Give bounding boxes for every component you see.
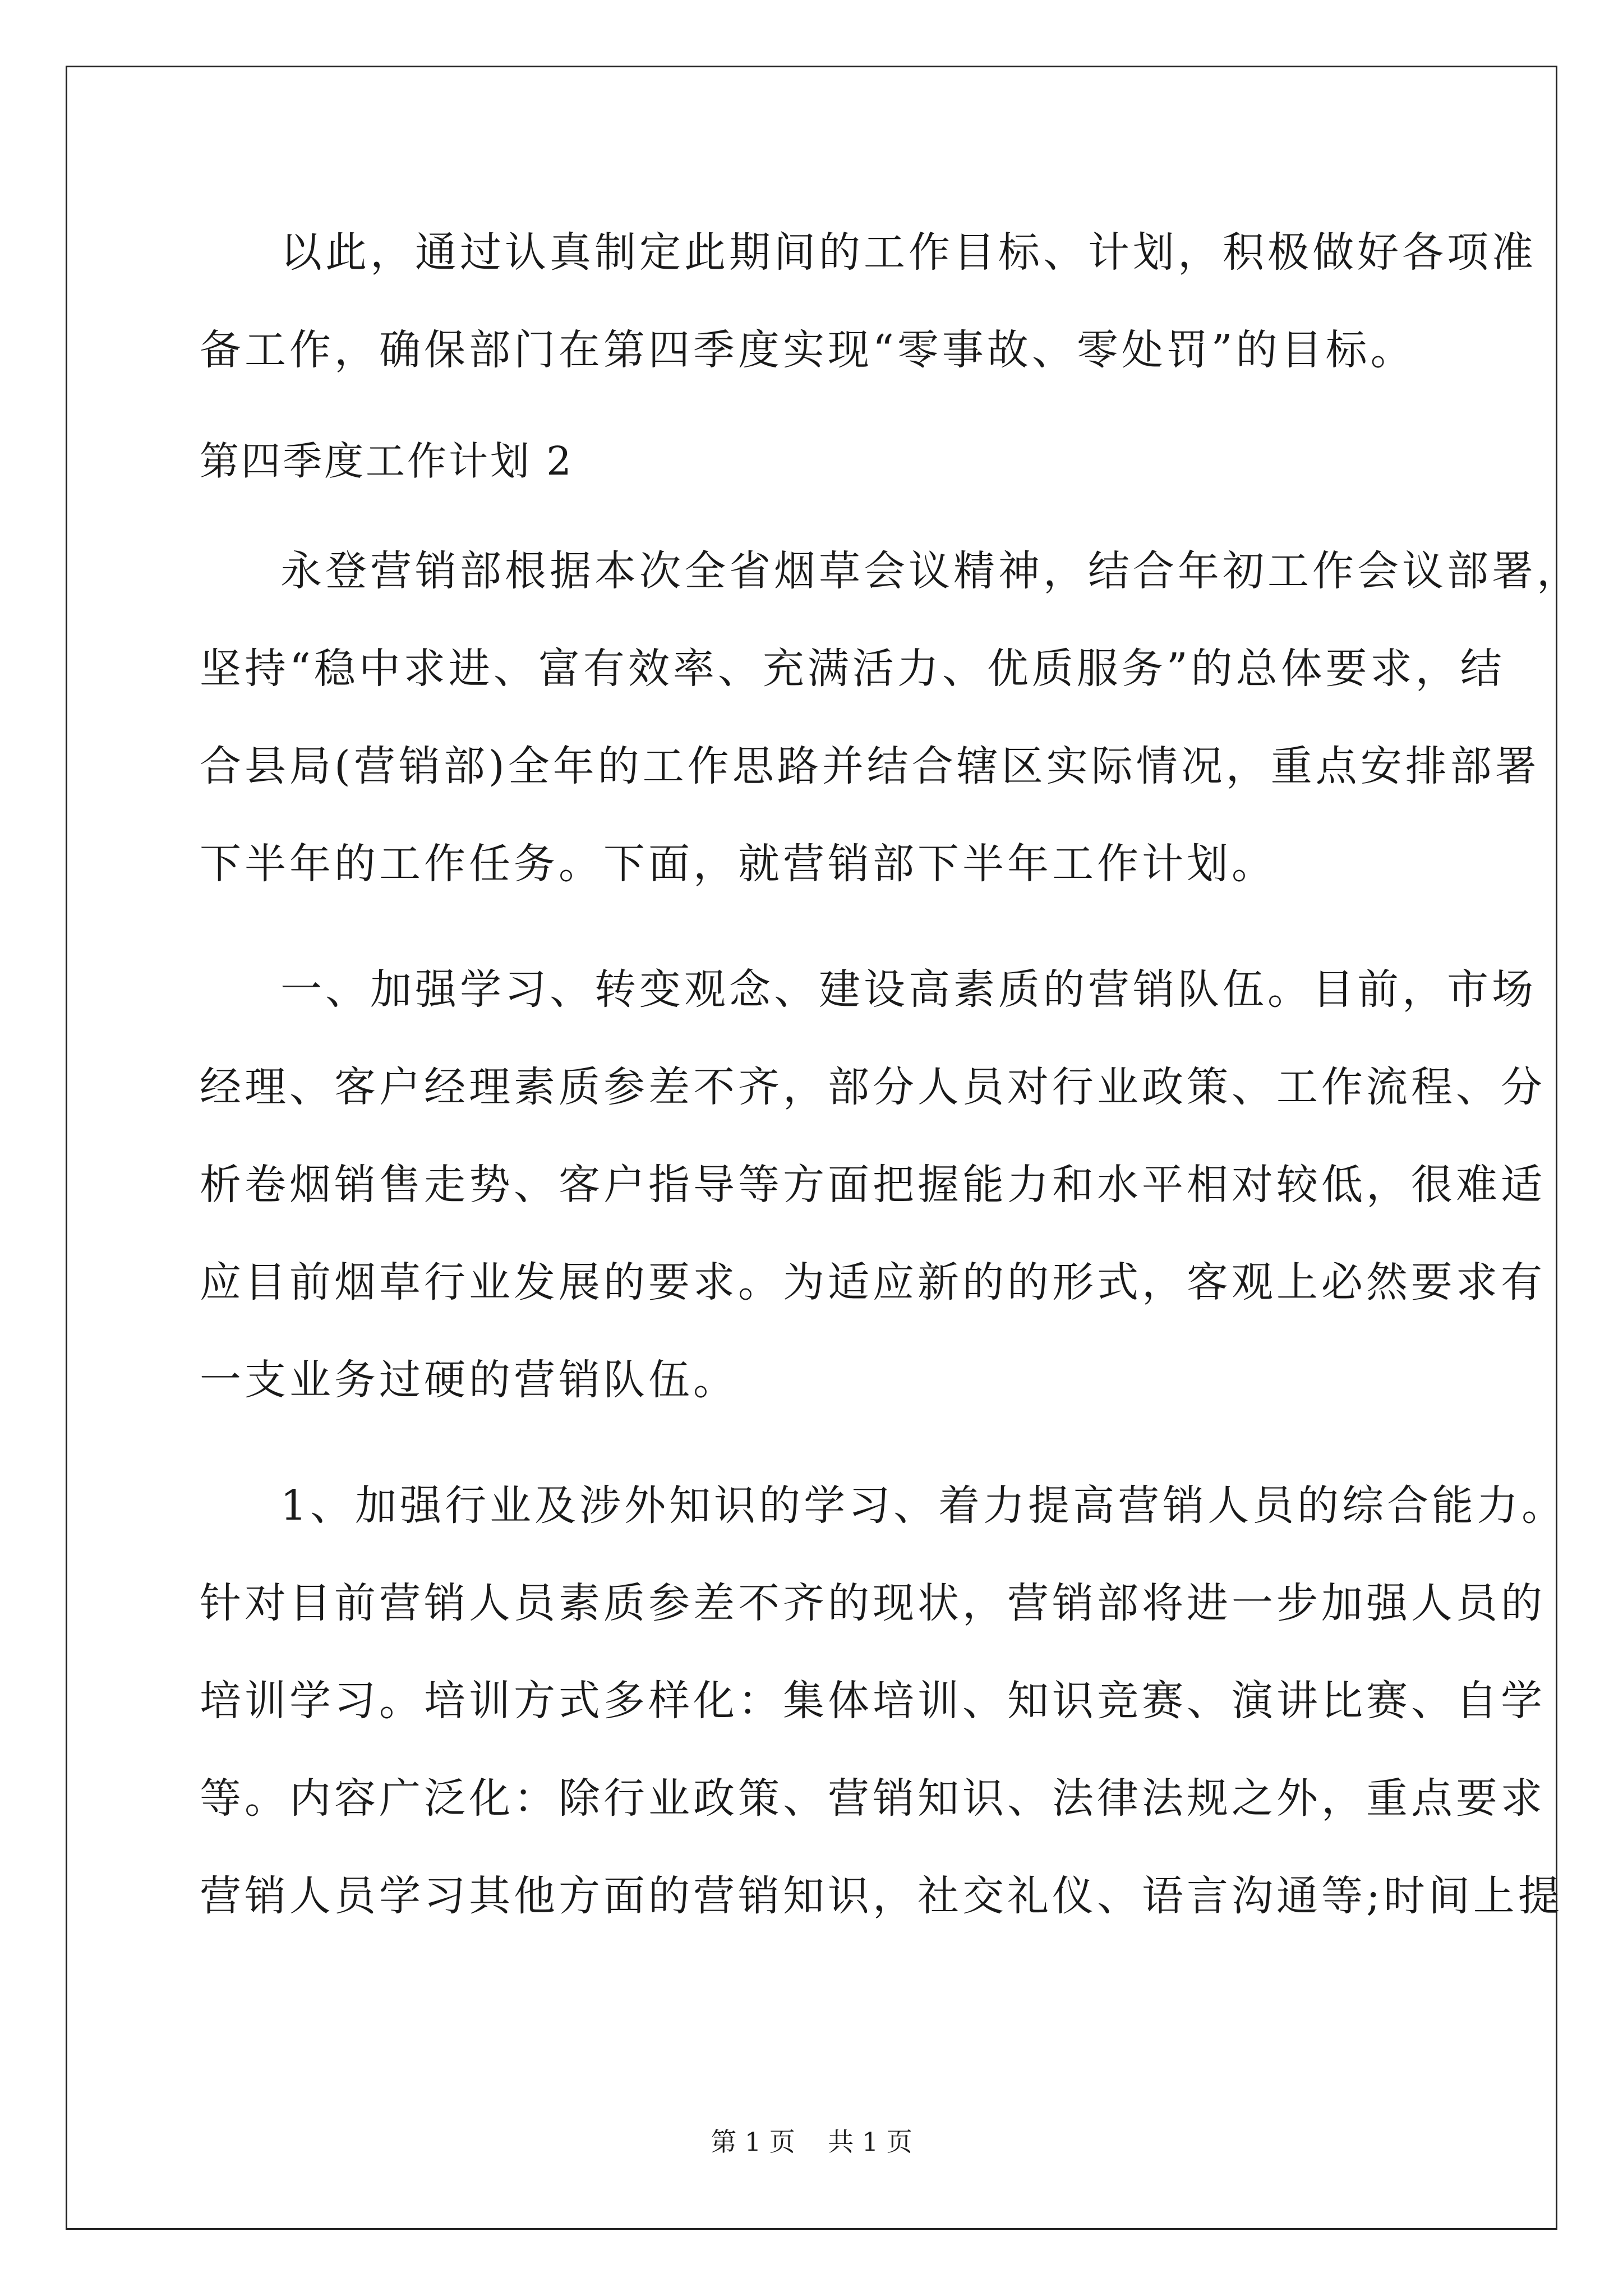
paragraph-line: 下半年的工作任务。下面，就营销部下半年工作计划。 — [200, 840, 1276, 888]
paragraph-line: 等。内容广泛化：除行业政策、营销知识、法律法规之外，重点要求 — [200, 1774, 1546, 1823]
paragraph-line: 备工作，确保部门在第四季度实现“零事故、零处罚”的目标。 — [200, 326, 1415, 374]
paragraph-line: 培训学习。培训方式多样化：集体培训、知识竞赛、演讲比赛、自学 — [200, 1677, 1546, 1725]
paragraph-line: 析卷烟销售走势、客户指导等方面把握能力和水平相对较低，很难适 — [200, 1161, 1546, 1209]
paragraph-line: 1、加强行业及涉外知识的学习、着力提高营销人员的综合能力。 — [280, 1481, 1567, 1530]
paragraph-line: 针对目前营销人员素质参差不齐的现状，营销部将进一步加强人员的 — [200, 1579, 1546, 1627]
paragraph-line: 一支业务过硬的营销队伍。 — [200, 1356, 738, 1404]
paragraph-line: 营销人员学习其他方面的营销知识，社交礼仪、语言沟通等;时间上提 — [200, 1872, 1563, 1920]
paragraph-line: 经理、客户经理素质参差不齐，部分人员对行业政策、工作流程、分 — [200, 1063, 1546, 1111]
page-footer: 第 1 页 共 1 页 — [711, 2127, 912, 2157]
paragraph-line: 一、加强学习、转变观念、建设高素质的营销队伍。目前，市场 — [280, 965, 1537, 1014]
paragraph-line: 以此，通过认真制定此期间的工作目标、计划，积极做好各项准 — [280, 228, 1537, 277]
paragraph-line: 永登营销部根据本次全省烟草会议精神，结合年初工作会议部署， — [280, 547, 1581, 595]
section-heading: 第四季度工作计划 2 — [200, 438, 574, 484]
paragraph-line: 合县局(营销部)全年的工作思路并结合辖区实际情况，重点安排部署 — [200, 742, 1540, 790]
paragraph-line: 应目前烟草行业发展的要求。为适应新的的形式，客观上必然要求有 — [200, 1258, 1546, 1306]
paragraph-line: 坚持“稳中求进、富有效率、充满活力、优质服务”的总体要求，结 — [200, 645, 1505, 693]
